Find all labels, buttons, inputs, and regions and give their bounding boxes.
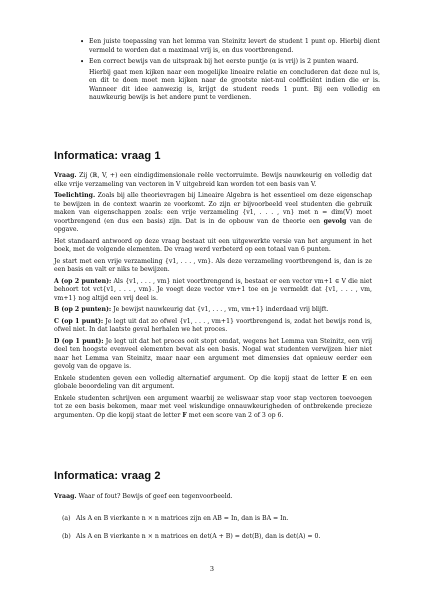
question-text: Waar of fout? Bewijs of geef een tegenvoorbeeld. — [78, 493, 233, 500]
alternative-text-b: en een globale beoordeling van dit argument. — [54, 374, 372, 390]
section-title: Informatica: vraag 1 — [54, 150, 161, 162]
letter-e: E — [342, 374, 347, 382]
criterion-c-text: Je legt uit dat zo ofwel {v1, . . . , vm+1} voortbrengend is, zodat het bewijs rond is, ofwel niet. In dat laatste geval herhalen we het proces. — [54, 317, 372, 333]
criterion-b-text: Je bewijst nauwkeurig dat {v1, . . . , vm, vm+1} inderdaad vrij blijft. — [113, 306, 329, 313]
criterion-a-label: A (op 2 punten): — [54, 277, 112, 285]
question-paragraph — [54, 172, 372, 189]
criterion-b — [54, 306, 372, 315]
criterion-d-label: D (op 1 punt): — [54, 337, 104, 345]
question-item-a — [62, 515, 374, 524]
imprecise-text-b: met een score van 2 of 3 op 6. — [188, 411, 284, 419]
bullet-item — [80, 58, 380, 103]
toelichting-gevolg: gevolg — [323, 217, 347, 225]
item-label: (a) — [62, 515, 71, 522]
criterion-d — [54, 338, 372, 372]
question-label: Vraag. — [54, 493, 77, 500]
toelichting-paragraph — [54, 192, 372, 235]
criterion-b-label: B (op 2 punten): — [54, 306, 112, 313]
criterion-d-text: Je legt uit dat het proces ooit stopt omdat, wegens het Lemma van Steinitz, een vrij deel ten hoogste evenveel elementen bevat als een basis. Nogal wat studenten verwijzen hier niet naar het Lemma van Steinitz, maar naar een argument met dimensies dat opnieuw eerder een gevolg van de opgave is. — [54, 337, 372, 370]
toelichting-end: van de opgave. — [54, 217, 373, 233]
alternative-paragraph — [54, 375, 372, 392]
alternative-text-a: Enkele studenten geven een volledig alternatief argument. Op die kopij staat de letter — [54, 374, 339, 382]
criterion-c-label: C (op 1 punt): — [54, 317, 104, 325]
bullet-text: • Een correct bewijs van de uitspraak bij het eerste puntje (α is vrij) is 2 punten waard. — [89, 58, 359, 65]
section1-body — [54, 172, 372, 423]
section2-question — [54, 493, 372, 505]
section-title: Informatica: vraag 2 — [54, 470, 161, 482]
bullet-text: • Een juiste toepassing van het lemma van Steinitz levert de student 1 punt op. Hierbij dient vermeld te worden dat α maximaal vrij is, en dus voortbrengend. — [89, 38, 380, 54]
toelichting-label: Toelichting. — [54, 192, 96, 199]
question-text: Zij (ℝ, V, +) een eindigdimensionale reële vectorruimte. Bewijs nauwkeurig en volledig dat elke vrije verzameling van vectoren in V uitgebreid kan worden tot een basis van V. — [54, 172, 372, 188]
bullet-item — [80, 38, 380, 55]
letter-f: F — [182, 411, 187, 419]
grading-bullets — [80, 38, 380, 106]
criterion-a — [54, 278, 372, 304]
criterion-a-text: Als {v1, . . . , vm} niet voortbrengend is, bestaat er een vector vm+1 ∈ V die niet behoort tot vct{v1, . . . , vm}. Je voegt deze vector vm+1 toe en je vermeldt dat {v1, . . . , vm, vm+1} nog altijd een vrij deel is. — [54, 277, 373, 302]
question-item-b — [62, 533, 374, 542]
item-text: Als A en B vierkante n × n matrices zijn en AB = In, dan is BA = In. — [76, 515, 289, 522]
bullet-extra: Hierbij gaat men kijken naar een mogelijke lineaire relatie en concluderen dat deze nul is, en dit te doen moet men kijken naar de grootste niet-nul coëfficiënt indien die er is. Wanneer dit idee aanwezig is, krijgt de student reeds 1 punt. Bij een volledig en nauwkeurig bewijs is het andere punt te verdienen. — [89, 68, 380, 101]
criterion-c — [54, 318, 372, 335]
page-number: 3 — [209, 565, 215, 573]
imprecise-text-a: Enkele studenten schrijven een argument waarbij ze weliswaar stap voor stap vectoren toevoegen tot ze een basis bekomen, maar met veel wiskundige onnauwkeurigheden of ontbrekende precieze argumenten. Op die kopij staat de letter — [54, 394, 372, 419]
item-label: (b) — [62, 533, 71, 540]
start-paragraph: Je start met een vrije verzameling {v1, . . . , vm}. Als deze verzameling voortbrengend is, dan is ze een basis en valt er niks te bewijzen. — [54, 257, 372, 273]
question-paragraph — [54, 493, 372, 502]
imprecise-paragraph — [54, 395, 372, 421]
question-label: Vraag. — [54, 172, 77, 179]
toelichting-text: Zoals bij alle theorievragen bij Lineaire Algebra is het essentieel om deze eigenschap te bewijzen in de context waarin ze voorkomt. Zo zijn er bijvoorbeeld veel studenten die gebruik maken van eigenschappen zoals: een vrije verzameling {v1, . . . , vn} met n = dim(V) moet voortbrengend (en dus een basis) zijn. Dat is in de opbouw van de theorie een — [54, 192, 373, 225]
standaard-paragraph: Het standaard antwoord op deze vraag bestaat uit een uitgewerkte versie van het argument in het boek, met de volgende elementen. De vraag werd verbeterd op een totaal van 6 punten. — [54, 237, 372, 253]
item-text: Als A en B vierkante n × n matrices en det(A + B) = det(B), dan is det(A) = 0. — [76, 533, 321, 540]
